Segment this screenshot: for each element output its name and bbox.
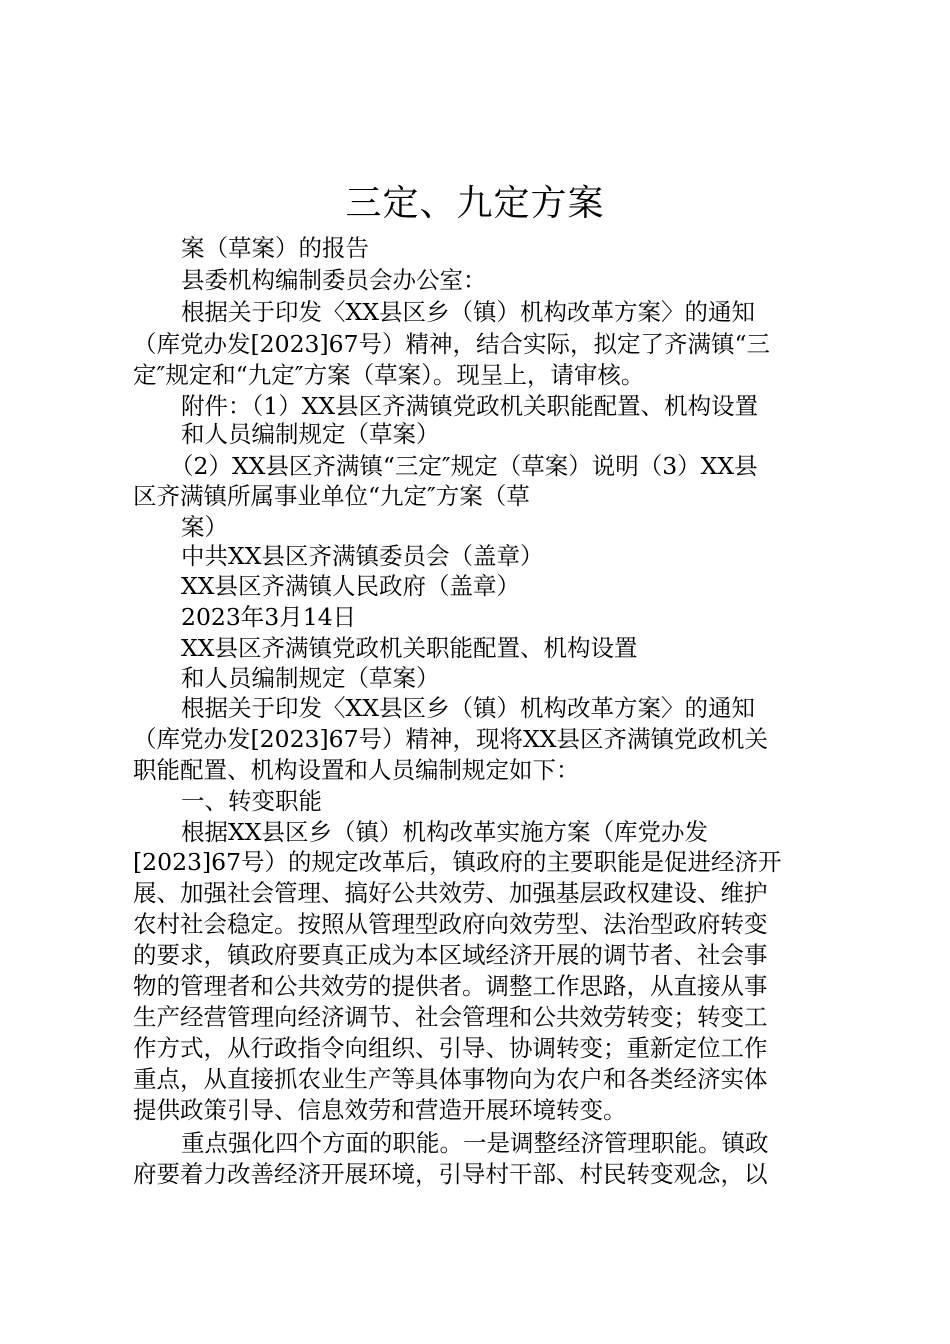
text-line: 重点，从直接抓农业生产等具体事物向为农户和各类经济实体 [133, 1065, 768, 1093]
text-line: （2）XX县区齐满镇“三定″规定（草案）说明（3）XX县 [170, 452, 758, 480]
text-line: 职能配置、机构设置和人员编制规定如下： [133, 756, 580, 784]
text-line: 生产经营管理向经济调节、社会管理和公共效劳转变；转变工 [133, 1003, 768, 1031]
text-line: 定″规定和“九定″方案（草案）。现呈上，请审核。 [133, 361, 645, 389]
text-line: 重点强化四个方面的职能。一是调整经济管理职能。镇政 [181, 1129, 769, 1157]
text-line: XX县区齐满镇党政机关职能配置、机构设置 [181, 634, 638, 662]
text-line: 和人员编制规定（草案） [181, 664, 440, 692]
text-line: 中共XX县区齐满镇委员会（盖章） [181, 542, 544, 570]
text-line: 的要求，镇政府要真正成为本区域经济开展的调节者、社会事 [133, 941, 768, 969]
text-line: 区齐满镇所属事业单位“九定″方案（草 [133, 482, 530, 510]
text-line: 府要着力改善经济开展环境，引导村干部、村民转变观念，以 [133, 1160, 768, 1188]
document-title: 三定、九定方案 [345, 183, 605, 224]
text-line: 提供政策引导、信息效劳和营造开展环境转变。 [133, 1096, 627, 1124]
text-line: （库党办发[2023]67号）精神，现将XX县区齐满镇党政机关 [133, 725, 769, 753]
text-line: [2023]67号）的规定改革后，镇政府的主要职能是促进经济开 [133, 848, 782, 876]
text-line: 作方式，从行政指令向组织、引导、协调转变；重新定位工作 [133, 1034, 768, 1062]
text-line: XX县区齐满镇人民政府（盖章） [181, 572, 520, 600]
text-line: 县委机构编制委员会办公室： [181, 266, 487, 294]
text-line: 和人员编制规定（草案） [181, 420, 440, 448]
text-line: （库党办发[2023]67号）精神，结合实际，拟定了齐满镇“三 [133, 330, 771, 358]
text-line: 2023年3月14日 [181, 603, 357, 631]
text-line: 根据关于印发〈XX县区乡（镇）机构改革方案〉的通知 [181, 298, 755, 326]
text-line: 物的管理者和公共效劳的提供者。调整工作思路，从直接从事 [133, 972, 768, 1000]
text-line: 根据关于印发〈XX县区乡（镇）机构改革方案〉的通知 [181, 694, 755, 722]
text-line: 展、加强社会管理、搞好公共效劳、加强基层政权建设、维护 [133, 879, 768, 907]
text-line: 案） [181, 513, 228, 541]
text-line: 一、转变职能 [181, 787, 322, 815]
text-line: 案（草案）的报告 [181, 234, 369, 262]
text-line: 附件：（1）XX县区齐满镇党政机关职能配置、机构设置 [181, 392, 759, 420]
text-line: 根据XX县区乡（镇）机构改革实施方案（库党办发 [181, 818, 708, 846]
text-line: 农村社会稳定。按照从管理型政府向效劳型、法治型政府转变 [133, 910, 768, 938]
